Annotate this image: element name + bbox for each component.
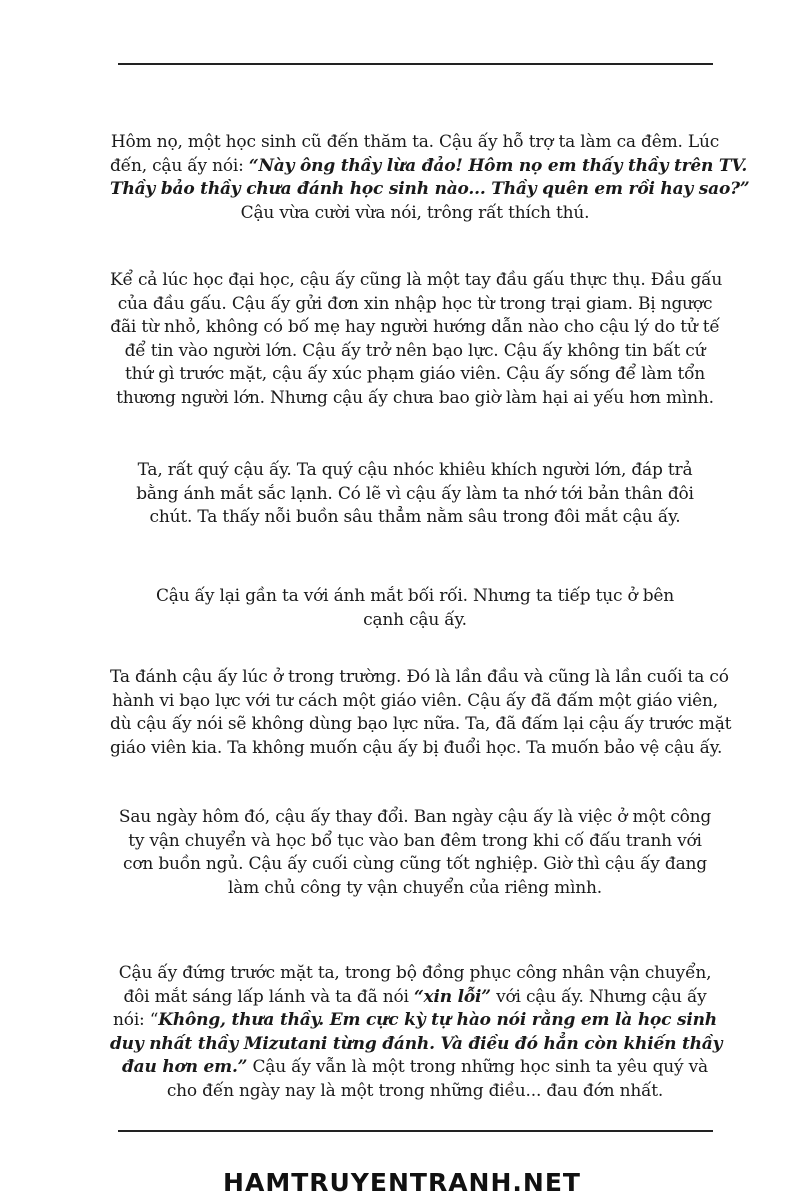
site-watermark: HAMTRUYENTRANH.NET	[223, 1168, 581, 1197]
text-line	[110, 269, 723, 293]
text-segment: Cậu vừa cười vừa nói, trông rất thích thú.	[240, 202, 590, 223]
text-segment: của đầu gấu. Cậu ấy gửi đơn xin nhập học từ trong trại giam. Bị ngược	[117, 293, 713, 314]
text-segment: Cậu ấy vẫn là một trong những học sinh ta yêu quý và	[247, 1057, 708, 1077]
text-line	[110, 506, 720, 530]
text-segment: để tin vào người lớn. Cậu ấy trở nên bạo lực. Cậu ấy không tin bất cứ	[124, 340, 706, 361]
paragraph-5	[110, 666, 732, 760]
text-line	[110, 853, 720, 877]
text-line	[110, 155, 748, 179]
text-segment: đôi mắt sáng lấp lánh và ta đã nói	[123, 986, 414, 1007]
text-segment: Cậu ấy lại gần ta với ánh mắt bối rối. Nhưng ta tiếp tục ở bên	[155, 586, 675, 606]
text-segment: bằng ánh mắt sắc lạnh. Có lẽ vì cậu ấy làm ta nhớ tới bản thân đôi	[136, 483, 694, 504]
text-line	[110, 363, 720, 387]
text-segment: đến, cậu ấy nói:	[110, 155, 249, 176]
text-segment: đãi từ nhỏ, không có bố mẹ hay người hướng dẫn nào cho cậu lý do tử tế	[110, 317, 720, 337]
paragraph-4	[110, 585, 720, 632]
text-line	[110, 713, 732, 737]
text-line	[110, 609, 720, 633]
text-segment: thứ gì trước mặt, cậu ấy xúc phạm giáo viên. Cậu ấy sống để làm tổn	[124, 364, 706, 384]
text-segment: cạnh cậu ấy.	[363, 609, 467, 630]
text-line	[110, 483, 720, 507]
text-segment: Ta, rất quý cậu ấy. Ta quý cậu nhóc khiêu khích người lớn, đáp trả	[137, 460, 693, 480]
text-line	[110, 1080, 720, 1104]
text-line	[110, 737, 723, 761]
paragraph-7	[110, 962, 723, 1103]
text-line	[110, 1009, 720, 1033]
text-line	[110, 830, 720, 854]
text-line	[110, 877, 720, 901]
text-line	[110, 690, 720, 714]
text-line	[110, 202, 720, 226]
top-divider	[118, 63, 713, 65]
text-line	[110, 1033, 723, 1057]
emphasized-quote: đau hơn em.”	[122, 1057, 248, 1077]
text-segment: thương người lớn. Nhưng cậu ấy chưa bao giờ làm hại ai yếu hơn mình.	[116, 387, 714, 408]
paragraph-2	[110, 269, 723, 410]
text-segment: chút. Ta thấy nỗi buồn sâu thẳm nằm sâu trong đôi mắt cậu ấy.	[149, 507, 681, 527]
emphasized-quote: Không, thưa thầy. Em cực kỳ tự hào nói rằng em là học sinh	[158, 1010, 717, 1030]
text-segment: Hôm nọ, một học sinh cũ đến thăm ta. Cậu ấy hỗ trợ ta làm ca đêm. Lúc	[110, 132, 720, 152]
text-segment: Cậu ấy đứng trước mặt ta, trong bộ đồng phục công nhân vận chuyển,	[118, 963, 712, 983]
text-segment: cho đến ngày nay là một trong những điều... đau đớn nhất.	[166, 1080, 664, 1101]
text-line	[110, 962, 720, 986]
text-segment: dù cậu ấy nói sẽ không dùng bạo lực nữa. Ta, đã đấm lại cậu ấy trước mặt	[110, 714, 732, 734]
text-line	[110, 986, 720, 1010]
emphasized-quote: “Này ông thầy lừa đảo! Hôm nọ em thấy thầy trên TV.	[248, 155, 748, 176]
text-segment: Kể cả lúc học đại học, cậu ấy cũng là một tay đầu gấu thực thụ. Đầu gấu	[110, 270, 723, 290]
text-line	[110, 178, 750, 202]
text-segment: với cậu ấy. Nhưng cậu ấy	[490, 986, 707, 1007]
text-segment: làm chủ công ty vận chuyển của riêng mình.	[227, 877, 602, 898]
emphasized-quote: Thầy bảo thầy chưa đánh học sinh nào... Thầy quên em rồi hay sao?”	[110, 179, 750, 199]
text-segment: Ta đánh cậu ấy lúc ở trong trường. Đó là lần đầu và cũng là lần cuối ta có	[110, 667, 729, 687]
text-line	[110, 459, 720, 483]
emphasized-quote: duy nhất thầy Mizutani từng đánh. Và điều đó hẳn còn khiến thầy	[110, 1033, 723, 1054]
emphasized-quote: “xin lỗi”	[413, 986, 491, 1007]
text-segment: hành vi bạo lực với tư cách một giáo viên. Cậu ấy đã đấm một giáo viên,	[112, 690, 718, 711]
bottom-divider	[118, 1130, 713, 1132]
text-segment: giáo viên kia. Ta không muốn cậu ấy bị đuổi học. Ta muốn bảo vệ cậu ấy.	[110, 737, 723, 758]
text-line	[110, 387, 720, 411]
text-line	[110, 806, 720, 830]
text-line	[110, 293, 720, 317]
text-line	[110, 131, 720, 155]
text-line	[110, 585, 720, 609]
text-segment: ty vận chuyển và học bổ tục vào ban đêm trong khi cố đấu tranh với	[128, 830, 702, 851]
paragraph-6	[110, 806, 720, 900]
paragraph-3	[110, 459, 720, 530]
text-segment: cơn buồn ngủ. Cậu ấy cuối cùng cũng tốt nghiệp. Giờ thì cậu ấy đang	[123, 854, 707, 874]
paragraph-1	[110, 131, 750, 225]
text-segment: nói: “	[113, 1010, 159, 1030]
text-segment: Sau ngày hôm đó, cậu ấy thay đổi. Ban ngày cậu ấy là việc ở một công	[118, 807, 712, 827]
text-line	[110, 340, 720, 364]
text-line	[110, 666, 729, 690]
text-line	[110, 316, 720, 340]
text-line	[110, 1056, 720, 1080]
